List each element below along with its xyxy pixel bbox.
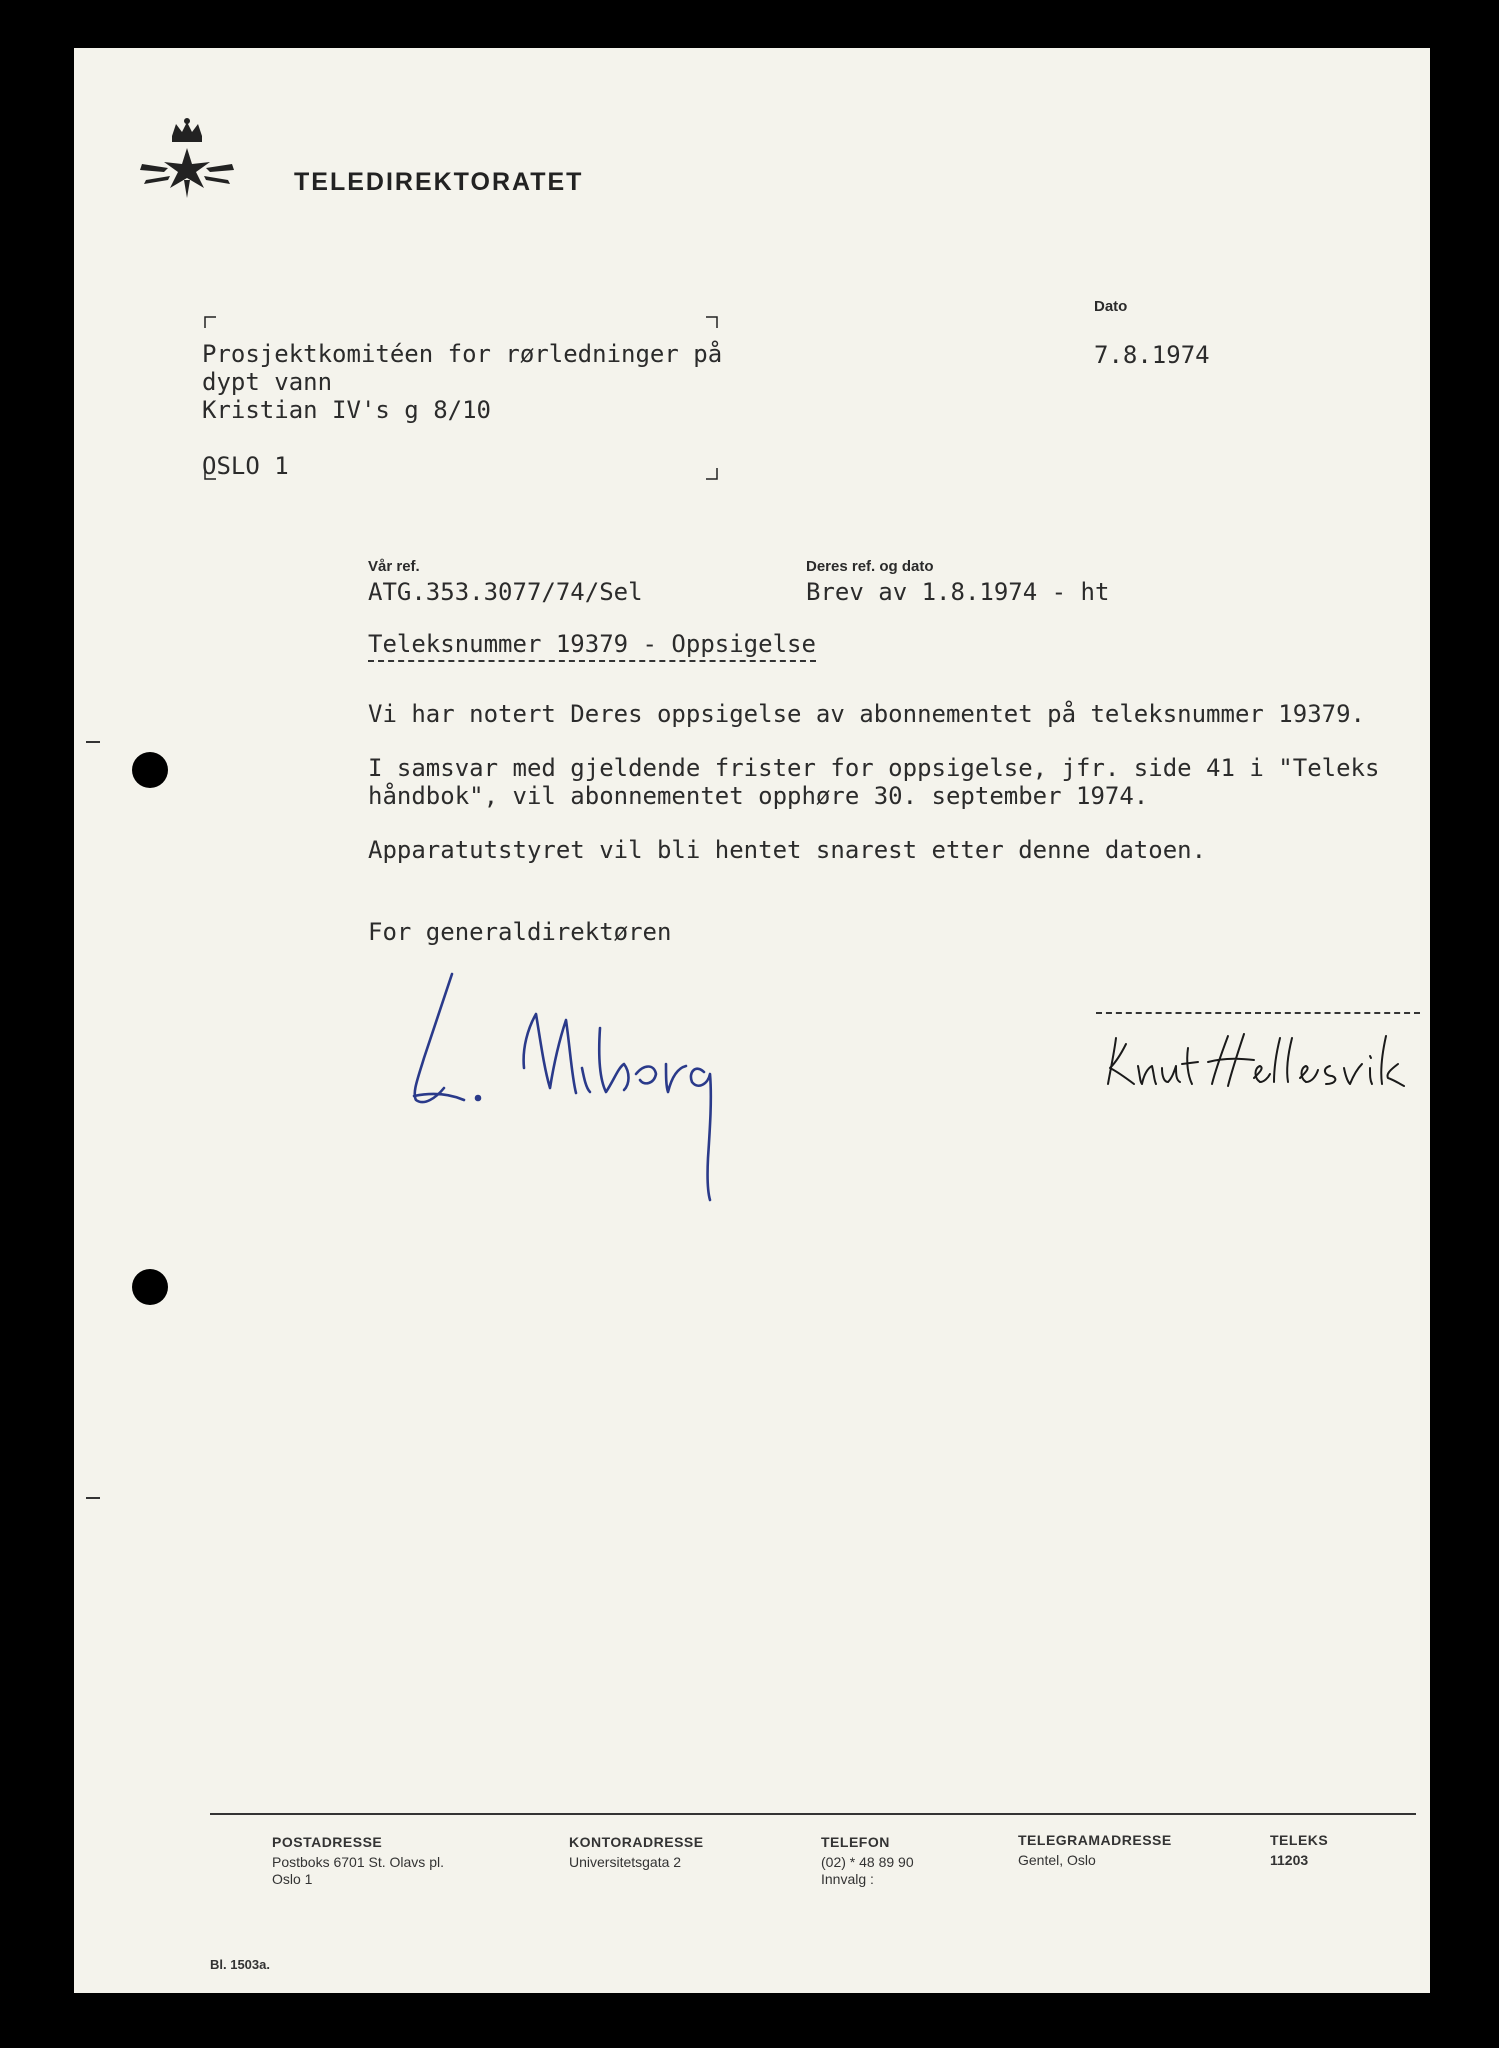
postadresse-line: Postboks 6701 St. Olavs pl.	[272, 1854, 444, 1870]
recipient-city: OSLO 1	[202, 452, 289, 480]
body-paragraph: I samsvar med gjeldende frister for oppsigelse, jfr. side 41 i "Teleks	[368, 754, 1380, 782]
date-value: 7.8.1974	[1094, 341, 1210, 369]
telefon-label: TELEFON	[821, 1834, 890, 1850]
your-ref-value: Brev av 1.8.1974 - ht	[806, 578, 1110, 606]
footer-rule	[210, 1813, 1416, 1815]
signature-dotted-line	[1096, 1012, 1420, 1014]
body-paragraph: håndbok", vil abonnementet opphøre 30. september 1974.	[368, 782, 1149, 810]
telefon-line: Innvalg :	[821, 1871, 874, 1887]
kontoradresse-line: Universitetsgata 2	[569, 1854, 682, 1870]
address-corner-bottom-right	[706, 468, 718, 480]
your-ref-label: Deres ref. og dato	[806, 558, 934, 575]
recipient-line: dypt vann	[202, 368, 333, 396]
recipient-line: Kristian IV's g 8/10	[202, 396, 491, 424]
left-handwritten-signature	[404, 968, 824, 1228]
address-corner-top-left	[204, 316, 216, 328]
postadresse-line: Oslo 1	[272, 1871, 313, 1887]
our-ref-label: Vår ref.	[368, 558, 420, 575]
kontoradresse-label: KONTORADRESSE	[569, 1834, 704, 1850]
punch-hole	[132, 752, 168, 788]
letter-sheet	[74, 48, 1430, 1993]
date-label: Dato	[1094, 298, 1128, 315]
punch-hole	[132, 1269, 168, 1305]
margin-tick	[86, 1497, 100, 1499]
body-paragraph: Apparatutstyret vil bli hentet snarest etter denne datoen.	[368, 836, 1207, 864]
teleks-label: TELEKS	[1270, 1832, 1329, 1848]
telegramadresse-label: TELEGRAMADRESSE	[1018, 1832, 1172, 1848]
teleks-line: 11203	[1270, 1852, 1309, 1868]
address-corner-top-right	[706, 316, 718, 328]
telefon-line: (02) * 48 89 90	[821, 1854, 914, 1870]
subject-line: Teleksnummer 19379 - Oppsigelse	[368, 630, 816, 662]
postadresse-label: POSTADRESSE	[272, 1834, 383, 1850]
body-paragraph: Vi har notert Deres oppsigelse av abonnementet på teleksnummer 19379.	[368, 700, 1365, 728]
recipient-line: Prosjektkomitéen for rørledninger på	[202, 340, 723, 368]
margin-tick	[86, 741, 100, 743]
right-handwritten-signature	[1104, 1018, 1424, 1128]
form-number: Bl. 1503a.	[210, 1957, 270, 1972]
crown-emblem-logo	[132, 118, 242, 208]
organization-name: TELEDIREKTORATET	[294, 168, 584, 196]
telegramadresse-line: Gentel, Oslo	[1018, 1852, 1096, 1868]
closing-line: For generaldirektøren	[368, 918, 672, 946]
our-ref-value: ATG.353.3077/74/Sel	[368, 578, 643, 606]
